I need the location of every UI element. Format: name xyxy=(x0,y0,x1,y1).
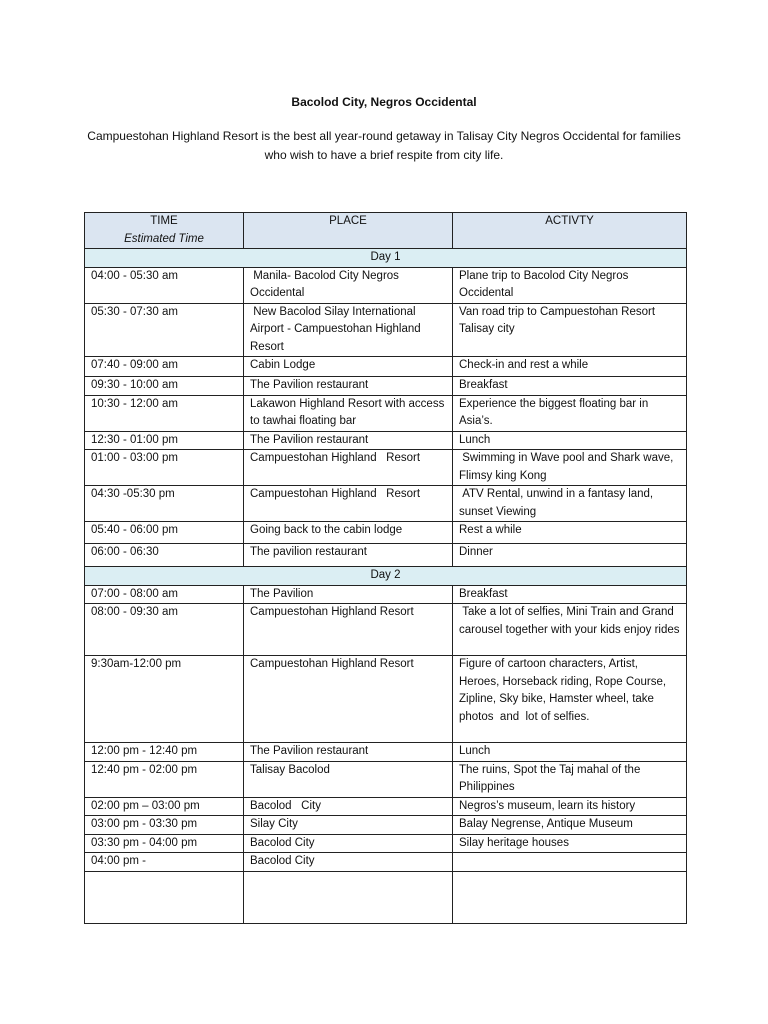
time-cell: 02:00 pm – 03:00 pm xyxy=(85,797,244,816)
time-cell: 06:00 - 06:30 xyxy=(85,544,244,567)
intro-paragraph: Campuestohan Highland Resort is the best all year-round getaway in Talisay City Negros Occidental for families who wish to have a brief respite from city life. xyxy=(87,129,681,162)
time-cell: 05:30 - 07:30 am xyxy=(85,303,244,357)
time-cell: 10:30 - 12:00 am xyxy=(85,395,244,431)
table-row xyxy=(85,267,687,303)
table-row xyxy=(85,522,687,544)
activity-cell: Check-in and rest a while xyxy=(453,357,687,377)
activity-cell xyxy=(453,871,687,923)
time-cell: 12:40 pm - 02:00 pm xyxy=(85,761,244,797)
table-row xyxy=(85,585,687,604)
time-cell: 04:30 -05:30 pm xyxy=(85,486,244,522)
place-cell: Bacolod City xyxy=(244,834,453,853)
place-cell xyxy=(244,871,453,923)
time-cell: 12:00 pm - 12:40 pm xyxy=(85,743,244,762)
activity-cell: Plane trip to Bacolod City Negros Occidental xyxy=(453,267,687,303)
place-cell: Bacolod City xyxy=(244,853,453,872)
table-row xyxy=(85,544,687,567)
document-title: Bacolod City, Negros Occidental xyxy=(291,95,477,109)
day-1-row xyxy=(85,249,687,268)
place-cell: Manila- Bacolod City Negros Occidental xyxy=(244,267,453,303)
table-row xyxy=(85,450,687,486)
place-cell: Cabin Lodge xyxy=(244,357,453,377)
place-cell: The Pavilion restaurant xyxy=(244,431,453,450)
place-cell: Bacolod City xyxy=(244,797,453,816)
itinerary-table xyxy=(84,212,687,924)
time-cell: 04:00 pm - xyxy=(85,853,244,872)
activity-cell: Figure of cartoon characters, Artist, Heroes, Horseback riding, Rope Course, Zipline, Sky bike, Hamster wheel, take photos and lot of selfies. xyxy=(453,656,687,743)
table-row xyxy=(85,395,687,431)
time-cell: 07:00 - 08:00 am xyxy=(85,585,244,604)
table-header-row xyxy=(85,213,687,249)
day-label: Day 1 xyxy=(85,249,687,268)
activity-cell: Breakfast xyxy=(453,377,687,396)
time-cell: 9:30am-12:00 pm xyxy=(85,656,244,743)
place-cell: Talisay Bacolod xyxy=(244,761,453,797)
place-cell: The pavilion restaurant xyxy=(244,544,453,567)
table-row xyxy=(85,761,687,797)
time-cell: 09:30 - 10:00 am xyxy=(85,377,244,396)
activity-cell: Van road trip to Campuestohan Resort Talisay city xyxy=(453,303,687,357)
place-cell: Lakawon Highland Resort with access to tawhai floating bar xyxy=(244,395,453,431)
time-cell: 05:40 - 06:00 pm xyxy=(85,522,244,544)
activity-cell: Take a lot of selfies, Mini Train and Grand carousel together with your kids enjoy rides xyxy=(453,604,687,656)
activity-cell: Balay Negrense, Antique Museum xyxy=(453,816,687,835)
activity-cell: Rest a while xyxy=(453,522,687,544)
table-row xyxy=(85,604,687,656)
time-cell: 12:30 - 01:00 pm xyxy=(85,431,244,450)
place-cell: The Pavilion restaurant xyxy=(244,743,453,762)
place-cell: Campuestohan Highland Resort xyxy=(244,604,453,656)
day-label: Day 2 xyxy=(85,567,687,586)
header-place: PLACE xyxy=(244,213,453,249)
table-row xyxy=(85,357,687,377)
activity-cell: Experience the biggest floating bar in Asia’s. xyxy=(453,395,687,431)
table-row xyxy=(85,871,687,923)
table-row xyxy=(85,853,687,872)
activity-cell: ATV Rental, unwind in a fantasy land, sunset Viewing xyxy=(453,486,687,522)
activity-cell: Lunch xyxy=(453,743,687,762)
table-row xyxy=(85,816,687,835)
activity-cell: Silay heritage houses xyxy=(453,834,687,853)
time-cell xyxy=(85,871,244,923)
place-cell: Silay City xyxy=(244,816,453,835)
table-row xyxy=(85,377,687,396)
place-cell: New Bacolod Silay International Airport - Campuestohan Highland Resort xyxy=(244,303,453,357)
activity-cell: The ruins, Spot the Taj mahal of the Philippines xyxy=(453,761,687,797)
activity-cell: Swimming in Wave pool and Shark wave, Flimsy king Kong xyxy=(453,450,687,486)
place-cell: Campuestohan Highland Resort xyxy=(244,656,453,743)
place-cell: The Pavilion restaurant xyxy=(244,377,453,396)
activity-cell xyxy=(453,853,687,872)
time-cell: 07:40 - 09:00 am xyxy=(85,357,244,377)
header-activity: ACTIVTY xyxy=(453,213,687,249)
time-cell: 03:00 pm - 03:30 pm xyxy=(85,816,244,835)
header-time-label: TIME xyxy=(150,215,178,227)
header-time xyxy=(85,213,244,249)
table-row xyxy=(85,743,687,762)
table-row xyxy=(85,431,687,450)
table-row xyxy=(85,303,687,357)
time-cell: 08:00 - 09:30 am xyxy=(85,604,244,656)
table-row xyxy=(85,797,687,816)
time-cell: 03:30 pm - 04:00 pm xyxy=(85,834,244,853)
activity-cell: Negros’s museum, learn its history xyxy=(453,797,687,816)
activity-cell: Lunch xyxy=(453,431,687,450)
time-cell: 04:00 - 05:30 am xyxy=(85,267,244,303)
table-row xyxy=(85,486,687,522)
day-2-row xyxy=(85,567,687,586)
place-cell: Campuestohan Highland Resort xyxy=(244,450,453,486)
table-row xyxy=(85,656,687,743)
table-body xyxy=(85,249,687,924)
table-row xyxy=(85,834,687,853)
activity-cell: Dinner xyxy=(453,544,687,567)
place-cell: Going back to the cabin lodge xyxy=(244,522,453,544)
place-cell: The Pavilion xyxy=(244,585,453,604)
place-cell: Campuestohan Highland Resort xyxy=(244,486,453,522)
header-time-subtitle: Estimated Time xyxy=(124,232,204,245)
time-cell: 01:00 - 03:00 pm xyxy=(85,450,244,486)
activity-cell: Breakfast xyxy=(453,585,687,604)
